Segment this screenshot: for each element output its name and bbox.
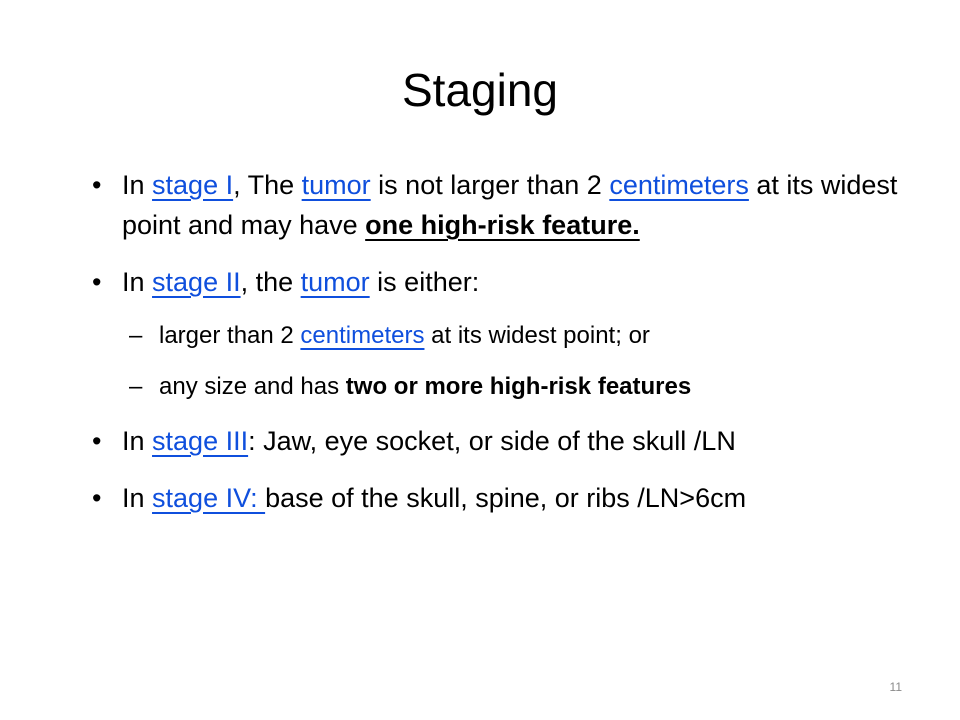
bullet-text: In — [122, 426, 153, 456]
bullet-dot: • — [92, 267, 102, 297]
slide-title: Staging — [401, 64, 558, 116]
link-stage-4[interactable]: stage IV: — [152, 483, 266, 513]
link-centimeters[interactable]: centimeters — [609, 170, 749, 200]
slide-body — [92, 165, 912, 535]
link-centimeters[interactable]: centimeters — [300, 322, 425, 349]
sub-bullet-text: at its widest point; or — [424, 322, 650, 349]
link-tumor[interactable]: tumor — [301, 170, 371, 200]
bullet-text: In — [122, 267, 153, 297]
bullet-stage-3 — [92, 421, 912, 461]
sub-bullet-any-size — [92, 370, 912, 404]
bullet-stage-2 — [92, 262, 912, 302]
sub-bullet-text: any size and has — [159, 373, 346, 400]
bullet-text: : Jaw, eye socket, or side of the skull /LN — [248, 426, 736, 456]
bullet-stage-1 — [92, 165, 912, 245]
bullet-dot: • — [92, 170, 102, 200]
high-risk-feature-emphasis: one high-risk feature. — [365, 210, 640, 240]
sub-bullet-text: larger than 2 — [159, 322, 301, 349]
sub-bullet-dash: – — [129, 322, 143, 349]
sub-bullet-larger — [92, 319, 912, 353]
high-risk-features-emphasis: two or more high-risk features — [345, 373, 692, 400]
link-stage-2[interactable]: stage II — [152, 267, 241, 297]
link-stage-3[interactable]: stage III — [152, 426, 249, 456]
bullet-dot: • — [92, 483, 102, 513]
bullet-text: In — [122, 170, 153, 200]
sub-bullet-dash: – — [129, 373, 143, 400]
bullet-text: base of the skull, spine, or ribs /LN>6cm — [265, 483, 747, 513]
bullet-text: In — [122, 483, 153, 513]
bullet-text: is not larger than 2 — [370, 170, 610, 200]
bullet-stage-4 — [92, 478, 912, 518]
page-number: 11 — [889, 680, 902, 694]
bullet-text: at its widest point and may have — [122, 170, 898, 240]
bullet-dot: • — [92, 426, 102, 456]
link-stage-1[interactable]: stage I — [152, 170, 234, 200]
bullet-text: , the — [240, 267, 301, 297]
bullet-text: , The — [233, 170, 302, 200]
link-tumor[interactable]: tumor — [300, 267, 370, 297]
bullet-text: is either: — [369, 267, 480, 297]
